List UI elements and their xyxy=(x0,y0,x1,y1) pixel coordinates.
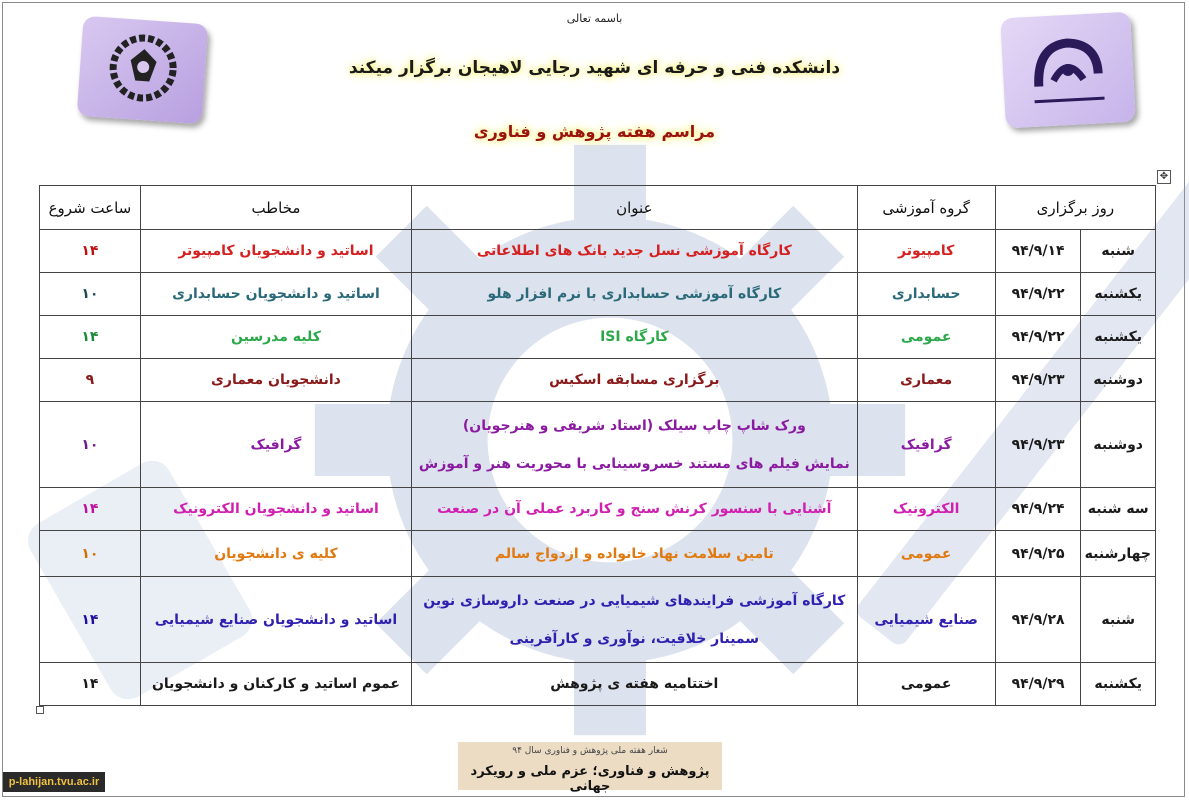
cell-title xyxy=(412,402,858,488)
cell-date-text: ۹۴/۹/۲۹ xyxy=(1011,676,1065,692)
cell-group xyxy=(857,316,995,359)
cell-audience xyxy=(140,316,411,359)
cell-time xyxy=(40,488,141,531)
cell-day xyxy=(1081,531,1156,577)
cell-date xyxy=(995,359,1081,402)
cell-date-text: ۹۴/۹/۲۳ xyxy=(1011,436,1065,453)
cell-title xyxy=(412,531,858,577)
cell-date xyxy=(995,488,1081,531)
cell-title xyxy=(412,316,858,359)
cell-title-text: کارگاه آموزشی فرایندهای شیمیایی در صنعت داروسازی نوین xyxy=(423,592,846,609)
cell-group xyxy=(857,488,995,531)
cell-date-text: ۹۴/۹/۲۴ xyxy=(1011,501,1065,517)
cell-title-text: تامین سلامت نهاد خانواده و ازدواج سالم xyxy=(494,545,774,562)
cell-title-text: کارگاه ISI xyxy=(600,329,669,345)
cell-day-text: شنبه xyxy=(1101,243,1136,259)
cell-title xyxy=(412,359,858,402)
cell-day-text: یکشنبه xyxy=(1094,676,1142,692)
cell-time xyxy=(40,663,141,706)
table-row xyxy=(40,488,1156,531)
cell-audience-text: دانشجویان معماری xyxy=(211,372,341,388)
cell-audience xyxy=(140,663,411,706)
cell-group xyxy=(857,230,995,273)
cell-group-text: الکترونیک xyxy=(892,501,960,517)
cell-date-text: ۹۴/۹/۲۸ xyxy=(1011,611,1065,628)
table-resize-handle[interactable] xyxy=(36,706,44,714)
cell-date-text: ۹۴/۹/۲۳ xyxy=(1011,372,1065,388)
cell-time xyxy=(40,316,141,359)
cell-group xyxy=(857,663,995,706)
cell-day-text: یکشنبه xyxy=(1094,329,1142,345)
cell-audience xyxy=(140,273,411,316)
cell-day-text: دوشنبه xyxy=(1093,372,1143,388)
cell-day xyxy=(1081,488,1156,531)
page-headline: دانشکده فنی و حرفه ای شهید رجایی لاهیجان برگزار میکند xyxy=(348,58,841,78)
table-header-row xyxy=(40,186,1156,230)
cell-group xyxy=(857,402,995,488)
cell-group xyxy=(857,577,995,663)
cell-title-text: اختتامیه هفته ی پژوهش xyxy=(550,676,719,692)
page-subtitle: مراسم هفته پژوهش و فناوری xyxy=(473,122,716,141)
cell-audience-text: کلیه ی دانشجویان xyxy=(214,545,338,562)
cell-audience-text: اساتید و دانشجویان الکترونیک xyxy=(173,501,379,517)
table-row xyxy=(40,402,1156,488)
cell-day xyxy=(1081,402,1156,488)
slogan-box xyxy=(458,742,722,794)
slogan-text: پژوهش و فناوری؛ عزم ملی و رویکرد جهانی xyxy=(470,764,710,794)
cell-audience xyxy=(140,402,411,488)
cell-time-text: ۱۴ xyxy=(81,676,99,692)
cell-title xyxy=(412,273,858,316)
cell-title xyxy=(412,663,858,706)
cell-audience-text: کلیه مدرسین xyxy=(231,329,321,345)
cell-group-text: عمومی xyxy=(900,676,952,692)
cell-time-text: ۱۰ xyxy=(81,286,99,302)
cell-audience xyxy=(140,359,411,402)
cell-title xyxy=(412,577,858,663)
cell-day xyxy=(1081,577,1156,663)
cell-title-text: کارگاه آموزشی نسل جدید بانک های اطلاعاتی xyxy=(476,243,792,259)
cell-group xyxy=(857,359,995,402)
cell-time xyxy=(40,230,141,273)
cell-audience-text: گرافیک xyxy=(250,436,302,453)
cell-audience-text: اساتید و دانشجویان صنایع شیمیایی xyxy=(154,611,398,628)
table-row xyxy=(40,531,1156,577)
header-group: گروه آموزشی xyxy=(857,186,995,230)
cell-date xyxy=(995,577,1081,663)
cell-time xyxy=(40,359,141,402)
cell-date-text: ۹۴/۹/۲۲ xyxy=(1011,286,1065,302)
cell-time-text: ۱۰ xyxy=(81,545,99,562)
header-title: عنوان xyxy=(412,186,858,230)
cell-title xyxy=(412,488,858,531)
cell-time xyxy=(40,531,141,577)
cell-title xyxy=(412,230,858,273)
cell-time xyxy=(40,577,141,663)
cell-date xyxy=(995,663,1081,706)
cell-time-text: ۹ xyxy=(85,372,95,388)
cell-time-text: ۱۰ xyxy=(81,436,99,453)
cell-time xyxy=(40,273,141,316)
cell-time xyxy=(40,402,141,488)
cell-date xyxy=(995,273,1081,316)
cell-title-line2: نمایش فیلم های مستند خسروسینایی با محوریت هنر و آموزش xyxy=(418,455,850,472)
cell-time-text: ۱۴ xyxy=(81,611,99,628)
site-url-badge: p-lahijan.tvu.ac.ir xyxy=(3,772,105,792)
cell-title-text: ورک شاپ چاپ سیلک (استاد شریفی و هنرجویان) xyxy=(462,417,806,434)
header-time: ساعت شروع xyxy=(40,186,141,230)
header-day: روز برگزاری xyxy=(995,186,1155,230)
cell-day xyxy=(1081,663,1156,706)
cell-audience-text: اساتید و دانشجویان کامپیوتر xyxy=(178,243,374,259)
cell-day-text: دوشنبه xyxy=(1093,436,1143,453)
cell-day xyxy=(1081,316,1156,359)
cell-audience-text: اساتید و دانشجویان حسابداری xyxy=(172,286,380,302)
table-row xyxy=(40,663,1156,706)
bismillah-note: باسمه تعالی xyxy=(566,12,623,25)
cell-day-text: چهارشنبه xyxy=(1084,545,1151,562)
cell-group-text: عمومی xyxy=(900,545,952,562)
cell-date-text: ۹۴/۹/۱۴ xyxy=(1011,243,1065,259)
cell-time-text: ۱۴ xyxy=(81,243,99,259)
cell-date-text: ۹۴/۹/۲۵ xyxy=(1011,545,1065,562)
cell-group-text: معماری xyxy=(900,372,953,388)
cell-audience xyxy=(140,577,411,663)
cell-group-text: عمومی xyxy=(900,329,952,345)
cell-group xyxy=(857,531,995,577)
cell-audience xyxy=(140,230,411,273)
cell-day-text: سه شنبه xyxy=(1087,501,1149,517)
cell-day-text: شنبه xyxy=(1101,611,1136,628)
cell-audience xyxy=(140,531,411,577)
cell-date xyxy=(995,402,1081,488)
cell-time-text: ۱۴ xyxy=(81,329,99,345)
cell-date-text: ۹۴/۹/۲۲ xyxy=(1011,329,1065,345)
schedule-table xyxy=(39,185,1156,706)
cell-title-text: برگزاری مسابقه اسکیس xyxy=(549,372,720,388)
cell-time-text: ۱۴ xyxy=(81,501,99,517)
cell-date xyxy=(995,316,1081,359)
table-row xyxy=(40,273,1156,316)
table-row xyxy=(40,359,1156,402)
cell-group-text: صنایع شیمیایی xyxy=(874,611,978,628)
cell-title-text: کارگاه آموزشی حسابداری با نرم افزار هلو xyxy=(487,286,782,302)
cell-group-text: کامپیوتر xyxy=(898,243,955,259)
cell-date xyxy=(995,230,1081,273)
table-row xyxy=(40,316,1156,359)
cell-group xyxy=(857,273,995,316)
cell-group-text: حسابداری xyxy=(891,286,961,302)
slogan-caption: شعار هفته ملی پژوهش و فناوری سال ۹۴ xyxy=(512,746,668,756)
cell-day xyxy=(1081,230,1156,273)
header-audience: مخاطب xyxy=(140,186,411,230)
table-move-handle-icon[interactable]: ✥ xyxy=(1157,170,1171,184)
table-row xyxy=(40,577,1156,663)
cell-audience-text: عموم اساتید و کارکنان و دانشجویان xyxy=(151,676,400,692)
cell-day-text: یکشنبه xyxy=(1094,286,1142,302)
cell-title-line2: سمینار خلاقیت، نوآوری و کارآفرینی xyxy=(509,630,760,647)
cell-audience xyxy=(140,488,411,531)
cell-day xyxy=(1081,359,1156,402)
cell-title-text: آشنایی با سنسور کرنش سنج و کاربرد عملی آن در صنعت xyxy=(437,501,832,517)
cell-day xyxy=(1081,273,1156,316)
cell-group-text: گرافیک xyxy=(900,436,952,453)
cell-date xyxy=(995,531,1081,577)
table-row xyxy=(40,230,1156,273)
